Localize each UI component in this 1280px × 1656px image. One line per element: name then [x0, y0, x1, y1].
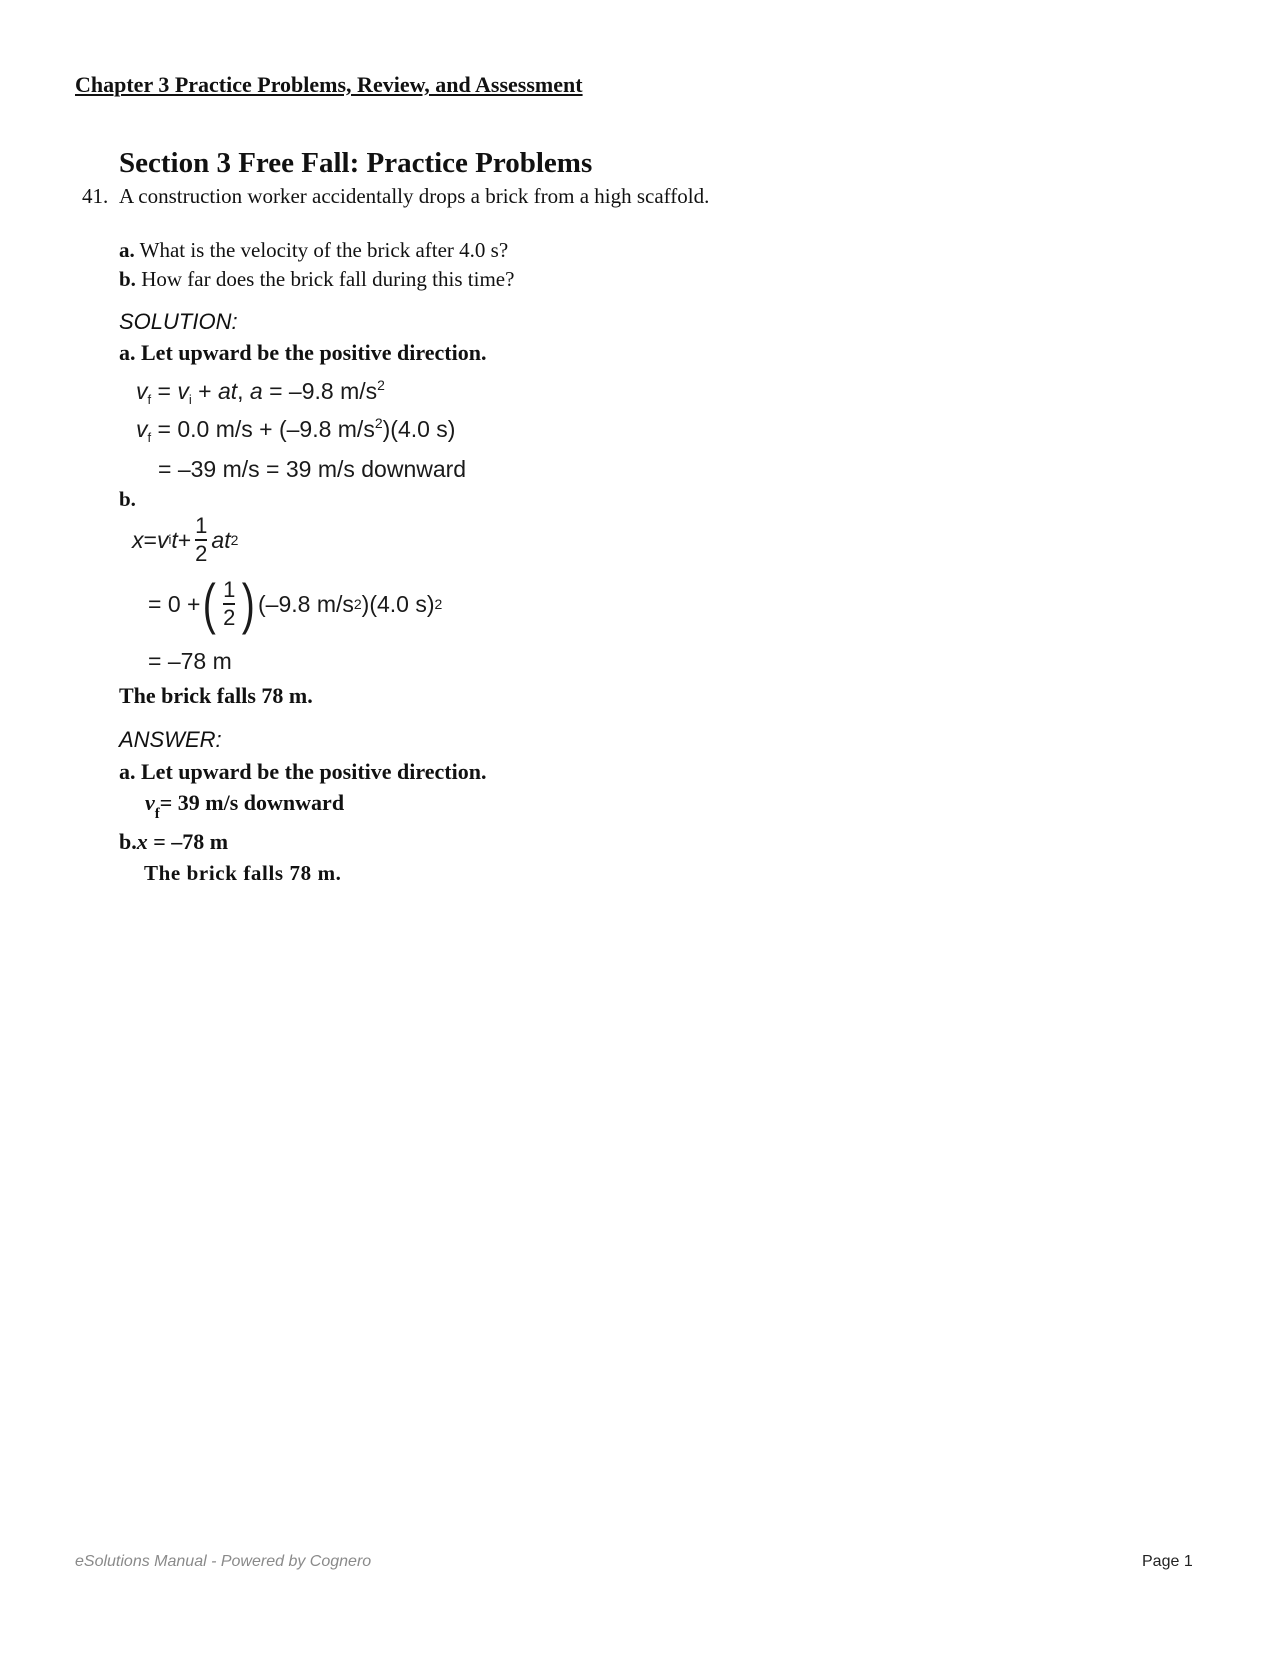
- page-number: Page 1: [1142, 1553, 1193, 1570]
- answer-label: ANSWER:: [119, 727, 222, 752]
- question-part-a-text: What is the velocity of the brick after 4.0 s?: [139, 238, 509, 262]
- answer-part-b: b.x = –78 m: [119, 829, 229, 854]
- answer-part-a-heading: a. Let upward be the positive direction.: [119, 759, 487, 784]
- question-part-a-label: a.: [119, 238, 135, 262]
- fraction-one-half: $\frac{1}{2}$: [223, 577, 236, 630]
- equation-velocity-substitution: $v_f = 0.0$ m/s + (–9.8 $m/s^2)(4.0$ s): [136, 415, 456, 445]
- question-part-b-label: b.: [119, 267, 136, 291]
- equation-displacement-result: = –78 m: [148, 648, 232, 674]
- chapter-title: Chapter 3 Practice Problems, Review, and Assessment: [75, 72, 583, 97]
- problem-text: A construction worker accidentally drops a brick from a high scaffold.: [119, 184, 710, 208]
- equation-velocity-result: = –39 m/s = 39 m/s downward: [158, 456, 467, 482]
- section-title: Section 3 Free Fall: Practice Problems: [119, 147, 593, 179]
- solution-part-a-heading: a. Let upward be the positive direction.: [119, 340, 487, 365]
- footer-publisher: eSolutions Manual - Powered by Cognero: [75, 1553, 372, 1570]
- fraction-one-half: $\frac{1}{2}$: [195, 513, 208, 566]
- question-part-a: [119, 238, 508, 263]
- question-part-b-text: How far does the brick fall during this time?: [141, 267, 515, 291]
- problem-number: 41.: [82, 184, 109, 208]
- solution-label: SOLUTION:: [119, 309, 238, 334]
- equation-displacement-substitution: = 0 + ( $\frac{1}{2}$ ) (–9.8 m/s 2 )(4.0 s) 2: [148, 572, 443, 635]
- question-part-b: [119, 267, 514, 292]
- answer-final-velocity: $v_f= 39$ m/s downward: [145, 790, 345, 822]
- equation-velocity-formula: $v_f = v_i$ + at, a = –9.8 $m/s^2$: [136, 377, 385, 407]
- equation-displacement-formula: x = v i t + $\frac{1}{2}$ at 2: [132, 513, 239, 566]
- answer-conclusion: The brick falls 78 m.: [144, 861, 342, 885]
- problem-statement: [82, 184, 709, 209]
- solution-conclusion: The brick falls 78 m.: [119, 683, 313, 708]
- solution-part-b-label: b.: [119, 487, 136, 511]
